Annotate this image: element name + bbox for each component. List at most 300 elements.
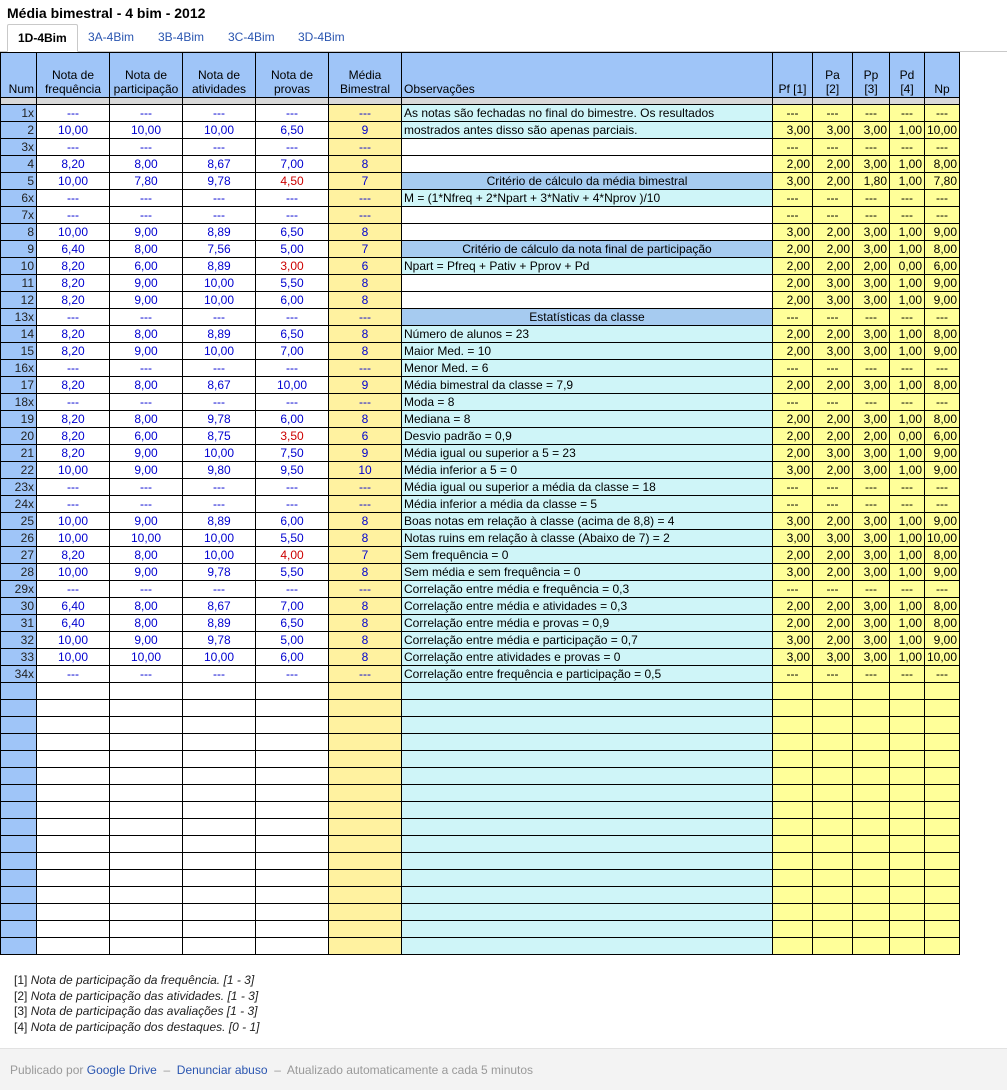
cell-prov[interactable]: --- — [256, 207, 329, 224]
cell-pd[interactable]: --- — [890, 479, 925, 496]
cell-obs[interactable]: Média inferior a média da classe = 5 — [402, 496, 773, 513]
cell-freq[interactable]: 10,00 — [37, 649, 110, 666]
empty-cell-part[interactable] — [110, 802, 183, 819]
empty-cell-part[interactable] — [110, 734, 183, 751]
cell-obs[interactable]: Mediana = 8 — [402, 411, 773, 428]
empty-cell-freq[interactable] — [37, 904, 110, 921]
empty-cell-pd[interactable] — [890, 853, 925, 870]
empty-cell-freq[interactable] — [37, 785, 110, 802]
cell-pf[interactable]: 3,00 — [773, 224, 813, 241]
cell-pp[interactable]: 3,00 — [853, 445, 890, 462]
cell-freq[interactable]: 10,00 — [37, 173, 110, 190]
cell-num[interactable]: 1x — [1, 105, 37, 122]
cell-prov[interactable]: --- — [256, 479, 329, 496]
cell-media[interactable]: 8 — [329, 564, 402, 581]
cell-pp[interactable]: 3,00 — [853, 224, 890, 241]
empty-cell-pa[interactable] — [813, 938, 853, 955]
empty-cell-media[interactable] — [329, 887, 402, 904]
cell-pp[interactable]: --- — [853, 496, 890, 513]
empty-cell-num[interactable] — [1, 700, 37, 717]
cell-media[interactable]: --- — [329, 666, 402, 683]
cell-part[interactable]: 9,00 — [110, 632, 183, 649]
cell-pf[interactable]: 3,00 — [773, 530, 813, 547]
cell-pp[interactable]: 3,00 — [853, 122, 890, 139]
cell-part[interactable]: --- — [110, 190, 183, 207]
empty-cell-pd[interactable] — [890, 921, 925, 938]
cell-freq[interactable]: 8,20 — [37, 445, 110, 462]
cell-pa[interactable]: 2,00 — [813, 598, 853, 615]
cell-num[interactable]: 13x — [1, 309, 37, 326]
google-drive-link[interactable]: Google Drive — [86, 1063, 157, 1077]
tab-3a-4bim[interactable]: 3A-4Bim — [88, 30, 135, 44]
empty-cell-obs[interactable] — [402, 683, 773, 700]
cell-prov[interactable]: --- — [256, 581, 329, 598]
cell-pa[interactable]: 2,00 — [813, 156, 853, 173]
cell-pf[interactable]: 2,00 — [773, 547, 813, 564]
cell-np[interactable]: 8,00 — [925, 547, 960, 564]
cell-pa[interactable]: --- — [813, 207, 853, 224]
cell-pa[interactable]: 2,00 — [813, 513, 853, 530]
cell-prov[interactable]: 4,00 — [256, 547, 329, 564]
cell-freq[interactable]: --- — [37, 139, 110, 156]
cell-prov[interactable]: 6,50 — [256, 122, 329, 139]
empty-cell-ativ[interactable] — [183, 717, 256, 734]
empty-cell-freq[interactable] — [37, 853, 110, 870]
cell-num[interactable]: 6x — [1, 190, 37, 207]
empty-cell-part[interactable] — [110, 683, 183, 700]
cell-part[interactable]: --- — [110, 666, 183, 683]
empty-cell-ativ[interactable] — [183, 734, 256, 751]
header-prov[interactable]: Nota de provas — [256, 53, 329, 98]
cell-media[interactable]: 7 — [329, 547, 402, 564]
cell-num[interactable]: 33 — [1, 649, 37, 666]
empty-cell-obs[interactable] — [402, 921, 773, 938]
empty-cell-prov[interactable] — [256, 870, 329, 887]
cell-num[interactable]: 3x — [1, 139, 37, 156]
cell-pa[interactable]: --- — [813, 105, 853, 122]
cell-media[interactable]: 8 — [329, 156, 402, 173]
cell-ativ[interactable]: 8,67 — [183, 598, 256, 615]
cell-pd[interactable]: 1,00 — [890, 275, 925, 292]
cell-np[interactable]: 8,00 — [925, 377, 960, 394]
cell-freq[interactable]: 6,40 — [37, 598, 110, 615]
cell-ativ[interactable]: --- — [183, 479, 256, 496]
cell-ativ[interactable]: 8,89 — [183, 615, 256, 632]
cell-part[interactable]: 8,00 — [110, 598, 183, 615]
empty-cell-pf[interactable] — [773, 768, 813, 785]
empty-cell-part[interactable] — [110, 887, 183, 904]
empty-cell-pp[interactable] — [853, 819, 890, 836]
cell-num[interactable]: 27 — [1, 547, 37, 564]
cell-pd[interactable]: --- — [890, 394, 925, 411]
cell-ativ[interactable]: 8,89 — [183, 326, 256, 343]
empty-cell-obs[interactable] — [402, 785, 773, 802]
cell-pp[interactable]: --- — [853, 581, 890, 598]
empty-cell-pp[interactable] — [853, 768, 890, 785]
cell-ativ[interactable]: 10,00 — [183, 292, 256, 309]
cell-np[interactable]: 7,80 — [925, 173, 960, 190]
empty-cell-np[interactable] — [925, 887, 960, 904]
cell-ativ[interactable]: 9,78 — [183, 173, 256, 190]
empty-cell-pd[interactable] — [890, 683, 925, 700]
cell-pf[interactable]: --- — [773, 666, 813, 683]
empty-cell-pa[interactable] — [813, 887, 853, 904]
empty-cell-pd[interactable] — [890, 785, 925, 802]
cell-prov[interactable]: --- — [256, 105, 329, 122]
cell-prov[interactable]: 6,50 — [256, 615, 329, 632]
cell-ativ[interactable]: 7,56 — [183, 241, 256, 258]
empty-cell-np[interactable] — [925, 870, 960, 887]
empty-cell-prov[interactable] — [256, 938, 329, 955]
cell-obs[interactable] — [402, 156, 773, 173]
empty-cell-np[interactable] — [925, 904, 960, 921]
cell-pd[interactable]: 1,00 — [890, 530, 925, 547]
cell-pa[interactable]: 2,00 — [813, 615, 853, 632]
empty-cell-media[interactable] — [329, 819, 402, 836]
cell-part[interactable]: --- — [110, 394, 183, 411]
cell-media[interactable]: --- — [329, 496, 402, 513]
cell-pd[interactable]: 1,00 — [890, 122, 925, 139]
empty-cell-pp[interactable] — [853, 751, 890, 768]
cell-np[interactable]: --- — [925, 309, 960, 326]
cell-freq[interactable]: 10,00 — [37, 632, 110, 649]
empty-cell-prov[interactable] — [256, 751, 329, 768]
cell-part[interactable]: 8,00 — [110, 411, 183, 428]
cell-pd[interactable]: 0,00 — [890, 428, 925, 445]
empty-cell-prov[interactable] — [256, 802, 329, 819]
empty-cell-ativ[interactable] — [183, 921, 256, 938]
cell-freq[interactable]: --- — [37, 360, 110, 377]
cell-pp[interactable]: 3,00 — [853, 343, 890, 360]
cell-pp[interactable]: 3,00 — [853, 615, 890, 632]
empty-cell-obs[interactable] — [402, 700, 773, 717]
empty-cell-media[interactable] — [329, 938, 402, 955]
cell-freq[interactable]: 6,40 — [37, 241, 110, 258]
cell-media[interactable]: 8 — [329, 649, 402, 666]
cell-media[interactable]: 8 — [329, 632, 402, 649]
cell-media[interactable]: --- — [329, 105, 402, 122]
empty-cell-np[interactable] — [925, 802, 960, 819]
empty-cell-num[interactable] — [1, 717, 37, 734]
empty-cell-pd[interactable] — [890, 717, 925, 734]
cell-pf[interactable]: --- — [773, 190, 813, 207]
cell-part[interactable]: --- — [110, 360, 183, 377]
cell-prov[interactable]: 7,00 — [256, 343, 329, 360]
empty-cell-num[interactable] — [1, 819, 37, 836]
empty-cell-num[interactable] — [1, 938, 37, 955]
tab-3c-4bim[interactable]: 3C-4Bim — [228, 30, 275, 44]
cell-pp[interactable]: 1,80 — [853, 173, 890, 190]
empty-cell-part[interactable] — [110, 700, 183, 717]
header-media[interactable]: Média Bimestral — [329, 53, 402, 98]
cell-pp[interactable]: 3,00 — [853, 275, 890, 292]
cell-pf[interactable]: 3,00 — [773, 513, 813, 530]
empty-cell-num[interactable] — [1, 802, 37, 819]
empty-cell-prov[interactable] — [256, 768, 329, 785]
cell-prov[interactable]: --- — [256, 360, 329, 377]
cell-obs[interactable]: Correlação entre média e atividades = 0,3 — [402, 598, 773, 615]
cell-pd[interactable]: --- — [890, 666, 925, 683]
empty-cell-np[interactable] — [925, 768, 960, 785]
cell-freq[interactable]: 8,20 — [37, 156, 110, 173]
cell-prov[interactable]: --- — [256, 496, 329, 513]
cell-prov[interactable]: 5,00 — [256, 632, 329, 649]
cell-media[interactable]: 8 — [329, 343, 402, 360]
empty-cell-ativ[interactable] — [183, 887, 256, 904]
cell-pd[interactable]: --- — [890, 207, 925, 224]
cell-pp[interactable]: --- — [853, 666, 890, 683]
empty-cell-np[interactable] — [925, 938, 960, 955]
empty-cell-media[interactable] — [329, 768, 402, 785]
empty-cell-freq[interactable] — [37, 921, 110, 938]
cell-pa[interactable]: --- — [813, 479, 853, 496]
cell-media[interactable]: 8 — [329, 598, 402, 615]
cell-prov[interactable]: --- — [256, 190, 329, 207]
cell-np[interactable]: 8,00 — [925, 241, 960, 258]
cell-ativ[interactable]: --- — [183, 190, 256, 207]
empty-cell-freq[interactable] — [37, 836, 110, 853]
empty-cell-prov[interactable] — [256, 921, 329, 938]
cell-media[interactable]: --- — [329, 139, 402, 156]
cell-obs[interactable]: Média igual ou superior a 5 = 23 — [402, 445, 773, 462]
cell-prov[interactable]: 6,50 — [256, 326, 329, 343]
cell-ativ[interactable]: --- — [183, 496, 256, 513]
cell-pa[interactable]: 2,00 — [813, 632, 853, 649]
cell-part[interactable]: 9,00 — [110, 513, 183, 530]
empty-cell-pd[interactable] — [890, 836, 925, 853]
cell-pa[interactable]: 3,00 — [813, 649, 853, 666]
cell-prov[interactable]: 3,00 — [256, 258, 329, 275]
cell-pd[interactable]: 1,00 — [890, 615, 925, 632]
empty-cell-obs[interactable] — [402, 887, 773, 904]
cell-freq[interactable]: 8,20 — [37, 275, 110, 292]
cell-media[interactable]: 6 — [329, 428, 402, 445]
cell-part[interactable]: 9,00 — [110, 564, 183, 581]
cell-media[interactable]: 9 — [329, 122, 402, 139]
cell-pf[interactable]: 2,00 — [773, 615, 813, 632]
cell-pa[interactable]: 3,00 — [813, 122, 853, 139]
cell-media[interactable]: 8 — [329, 275, 402, 292]
cell-np[interactable]: --- — [925, 139, 960, 156]
empty-cell-ativ[interactable] — [183, 768, 256, 785]
empty-cell-pf[interactable] — [773, 938, 813, 955]
cell-freq[interactable]: 8,20 — [37, 258, 110, 275]
cell-media[interactable]: 8 — [329, 530, 402, 547]
cell-freq[interactable]: 10,00 — [37, 224, 110, 241]
empty-cell-media[interactable] — [329, 904, 402, 921]
cell-media[interactable]: --- — [329, 360, 402, 377]
empty-cell-pd[interactable] — [890, 751, 925, 768]
cell-pp[interactable]: --- — [853, 207, 890, 224]
cell-pp[interactable]: --- — [853, 360, 890, 377]
cell-pd[interactable]: 1,00 — [890, 632, 925, 649]
empty-cell-obs[interactable] — [402, 853, 773, 870]
cell-pp[interactable]: --- — [853, 139, 890, 156]
cell-num[interactable]: 4 — [1, 156, 37, 173]
cell-ativ[interactable]: 8,89 — [183, 258, 256, 275]
cell-obs[interactable]: Correlação entre atividades e provas = 0 — [402, 649, 773, 666]
empty-cell-pa[interactable] — [813, 751, 853, 768]
empty-cell-prov[interactable] — [256, 717, 329, 734]
cell-pf[interactable]: 2,00 — [773, 343, 813, 360]
cell-freq[interactable]: 8,20 — [37, 428, 110, 445]
empty-cell-ativ[interactable] — [183, 802, 256, 819]
cell-np[interactable]: 10,00 — [925, 530, 960, 547]
empty-cell-pd[interactable] — [890, 700, 925, 717]
cell-np[interactable]: --- — [925, 394, 960, 411]
empty-cell-obs[interactable] — [402, 836, 773, 853]
cell-pa[interactable]: --- — [813, 309, 853, 326]
cell-media[interactable]: 9 — [329, 445, 402, 462]
cell-num[interactable]: 23x — [1, 479, 37, 496]
cell-np[interactable]: 9,00 — [925, 343, 960, 360]
cell-num[interactable]: 19 — [1, 411, 37, 428]
cell-obs[interactable]: Correlação entre média e frequência = 0,3 — [402, 581, 773, 598]
cell-ativ[interactable]: 8,67 — [183, 156, 256, 173]
empty-cell-ativ[interactable] — [183, 836, 256, 853]
cell-pd[interactable]: 1,00 — [890, 343, 925, 360]
cell-media[interactable]: 7 — [329, 173, 402, 190]
empty-cell-media[interactable] — [329, 700, 402, 717]
empty-cell-pa[interactable] — [813, 870, 853, 887]
cell-obs[interactable]: Correlação entre frequência e participação = 0,5 — [402, 666, 773, 683]
empty-cell-pf[interactable] — [773, 836, 813, 853]
cell-freq[interactable]: 10,00 — [37, 530, 110, 547]
empty-cell-freq[interactable] — [37, 938, 110, 955]
empty-cell-pp[interactable] — [853, 700, 890, 717]
cell-part[interactable]: --- — [110, 105, 183, 122]
cell-freq[interactable]: 8,20 — [37, 343, 110, 360]
cell-obs[interactable] — [402, 275, 773, 292]
empty-cell-pf[interactable] — [773, 734, 813, 751]
cell-pp[interactable]: 3,00 — [853, 530, 890, 547]
empty-cell-num[interactable] — [1, 853, 37, 870]
cell-np[interactable]: 9,00 — [925, 564, 960, 581]
cell-media[interactable]: 9 — [329, 377, 402, 394]
empty-cell-pd[interactable] — [890, 802, 925, 819]
empty-cell-media[interactable] — [329, 683, 402, 700]
empty-cell-freq[interactable] — [37, 683, 110, 700]
cell-ativ[interactable]: --- — [183, 105, 256, 122]
cell-part[interactable]: 8,00 — [110, 326, 183, 343]
empty-cell-media[interactable] — [329, 785, 402, 802]
header-ativ[interactable]: Nota de atividades — [183, 53, 256, 98]
empty-cell-part[interactable] — [110, 836, 183, 853]
cell-np[interactable]: --- — [925, 496, 960, 513]
empty-cell-ativ[interactable] — [183, 904, 256, 921]
empty-cell-obs[interactable] — [402, 768, 773, 785]
cell-pf[interactable]: 2,00 — [773, 275, 813, 292]
cell-pf[interactable]: --- — [773, 207, 813, 224]
cell-prov[interactable]: 5,50 — [256, 530, 329, 547]
cell-pa[interactable]: --- — [813, 581, 853, 598]
empty-cell-ativ[interactable] — [183, 751, 256, 768]
header-obs[interactable]: Observações — [402, 53, 773, 98]
cell-prov[interactable]: 7,00 — [256, 598, 329, 615]
cell-ativ[interactable]: --- — [183, 207, 256, 224]
empty-cell-pf[interactable] — [773, 921, 813, 938]
empty-cell-num[interactable] — [1, 921, 37, 938]
empty-cell-pd[interactable] — [890, 734, 925, 751]
empty-cell-pd[interactable] — [890, 768, 925, 785]
empty-cell-obs[interactable] — [402, 717, 773, 734]
cell-freq[interactable]: --- — [37, 581, 110, 598]
empty-cell-pp[interactable] — [853, 887, 890, 904]
cell-pp[interactable]: 3,00 — [853, 547, 890, 564]
empty-cell-part[interactable] — [110, 870, 183, 887]
cell-prov[interactable]: 6,00 — [256, 411, 329, 428]
cell-obs[interactable]: Notas ruins em relação à classe (Abaixo de 7) = 2 — [402, 530, 773, 547]
cell-obs[interactable] — [402, 292, 773, 309]
cell-freq[interactable]: 8,20 — [37, 326, 110, 343]
cell-media[interactable]: 7 — [329, 241, 402, 258]
cell-np[interactable]: --- — [925, 207, 960, 224]
cell-num[interactable]: 28 — [1, 564, 37, 581]
empty-cell-obs[interactable] — [402, 904, 773, 921]
cell-pf[interactable]: --- — [773, 479, 813, 496]
empty-cell-pf[interactable] — [773, 870, 813, 887]
header-np[interactable]: Np — [925, 53, 960, 98]
cell-prov[interactable]: --- — [256, 309, 329, 326]
cell-pf[interactable]: 2,00 — [773, 598, 813, 615]
cell-ativ[interactable]: 9,78 — [183, 632, 256, 649]
empty-cell-freq[interactable] — [37, 768, 110, 785]
cell-np[interactable]: 10,00 — [925, 649, 960, 666]
header-part[interactable]: Nota de participação — [110, 53, 183, 98]
cell-pf[interactable]: 3,00 — [773, 632, 813, 649]
cell-pf[interactable]: 2,00 — [773, 411, 813, 428]
empty-cell-pf[interactable] — [773, 904, 813, 921]
cell-pd[interactable]: --- — [890, 496, 925, 513]
cell-pd[interactable]: 1,00 — [890, 326, 925, 343]
cell-ativ[interactable]: --- — [183, 360, 256, 377]
cell-pf[interactable]: 3,00 — [773, 122, 813, 139]
empty-cell-prov[interactable] — [256, 887, 329, 904]
empty-cell-part[interactable] — [110, 768, 183, 785]
empty-cell-num[interactable] — [1, 887, 37, 904]
cell-pd[interactable]: --- — [890, 190, 925, 207]
empty-cell-np[interactable] — [925, 921, 960, 938]
cell-pf[interactable]: 3,00 — [773, 649, 813, 666]
empty-cell-num[interactable] — [1, 904, 37, 921]
empty-cell-pp[interactable] — [853, 938, 890, 955]
empty-cell-pp[interactable] — [853, 734, 890, 751]
cell-prov[interactable]: 6,00 — [256, 292, 329, 309]
empty-cell-pp[interactable] — [853, 802, 890, 819]
cell-ativ[interactable]: 10,00 — [183, 445, 256, 462]
cell-pa[interactable]: 2,00 — [813, 173, 853, 190]
cell-ativ[interactable]: 8,75 — [183, 428, 256, 445]
cell-media[interactable]: --- — [329, 207, 402, 224]
empty-cell-obs[interactable] — [402, 819, 773, 836]
cell-np[interactable]: 9,00 — [925, 462, 960, 479]
cell-pp[interactable]: 3,00 — [853, 377, 890, 394]
cell-freq[interactable]: 10,00 — [37, 513, 110, 530]
cell-pd[interactable]: 1,00 — [890, 462, 925, 479]
cell-part[interactable]: --- — [110, 496, 183, 513]
cell-media[interactable]: 8 — [329, 326, 402, 343]
cell-num[interactable]: 7x — [1, 207, 37, 224]
cell-part[interactable]: 8,00 — [110, 241, 183, 258]
empty-cell-prov[interactable] — [256, 904, 329, 921]
cell-num[interactable]: 5 — [1, 173, 37, 190]
cell-np[interactable]: 6,00 — [925, 258, 960, 275]
empty-cell-np[interactable] — [925, 700, 960, 717]
empty-cell-part[interactable] — [110, 853, 183, 870]
empty-cell-freq[interactable] — [37, 887, 110, 904]
cell-obs[interactable]: Npart = Pfreq + Pativ + Pprov + Pd — [402, 258, 773, 275]
empty-cell-ativ[interactable] — [183, 683, 256, 700]
